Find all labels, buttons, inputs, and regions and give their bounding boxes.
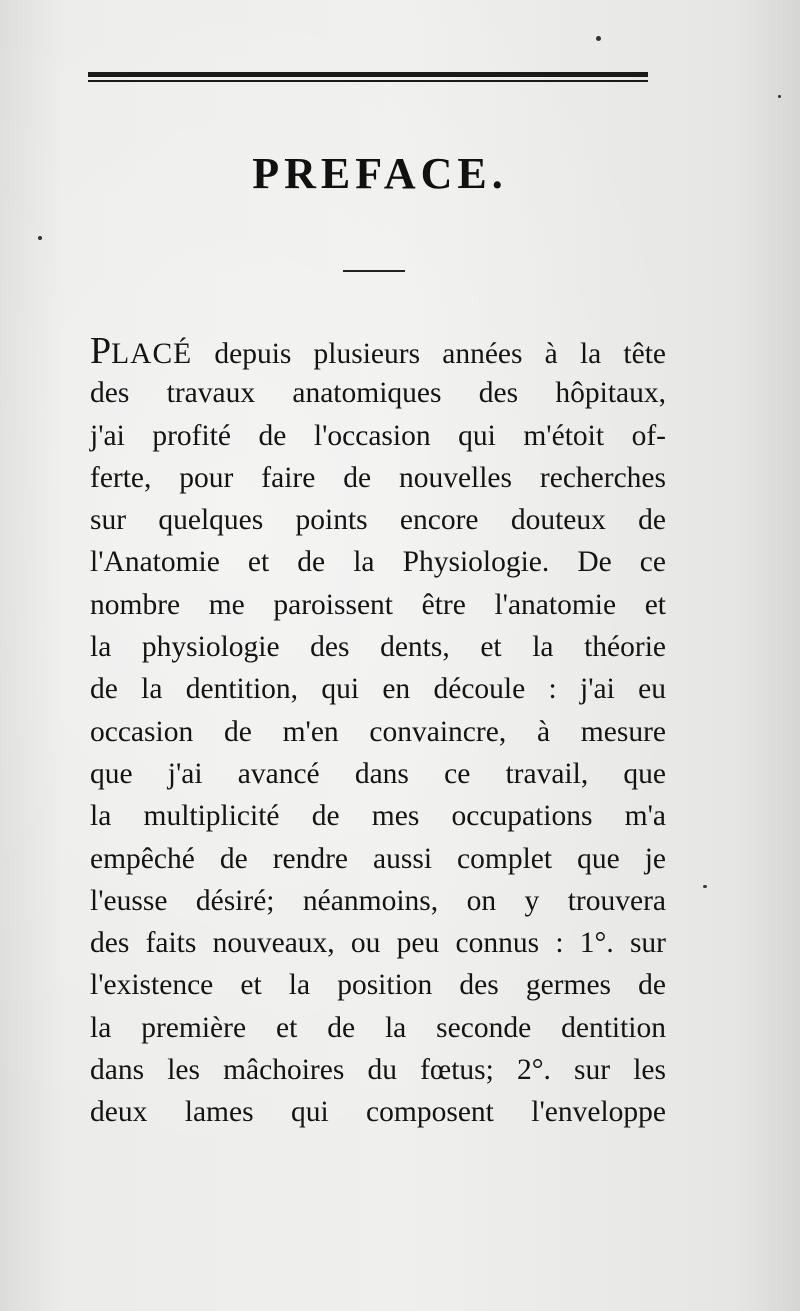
drop-capital: P <box>90 330 112 372</box>
header-rule-thin <box>88 80 648 82</box>
text-line: la physiologie des dents, et la théorie <box>90 631 666 664</box>
text-line: la multiplicité de mes occupations m'a <box>90 800 666 833</box>
text-line: ferte, pour faire de nouvelles recherches <box>90 461 666 494</box>
header-double-rule <box>88 72 648 84</box>
paper-speck <box>596 36 601 41</box>
text-line: que j'ai avancé dans ce travail, que <box>90 757 666 790</box>
title-divider <box>343 270 405 272</box>
text-line: j'ai profité de l'occasion qui m'étoit of- <box>90 419 666 452</box>
text-line: empêché de rendre aussi complet que je <box>90 842 666 875</box>
text-line: occasion de m'en convaincre, à mesure <box>90 715 666 748</box>
paper-speck <box>703 885 707 888</box>
opening-rest: depuis plusieurs années à la tête <box>192 338 666 370</box>
text-line: l'Anatomie et de la Physiologie. De ce <box>90 546 666 579</box>
paper-speck <box>38 236 42 240</box>
text-line: deux lames qui composent l'enveloppe <box>90 1096 666 1129</box>
opening-small-caps: LACÉ <box>111 338 193 370</box>
text-line: des travaux anatomiques des hôpitaux, <box>90 377 666 410</box>
text-line: dans les mâchoires du fœtus; 2°. sur les <box>90 1054 666 1087</box>
text-line: la première et de la seconde dentition <box>90 1011 666 1044</box>
text-line: des faits nouveaux, ou peu connus : 1°. sur <box>90 927 666 960</box>
header-rule-thick <box>88 72 648 77</box>
text-line: l'existence et la position des germes de <box>90 969 666 1002</box>
text-line: nombre me paroissent être l'anatomie et <box>90 588 666 621</box>
paper-speck <box>778 95 781 98</box>
text-line: de la dentition, qui en découle : j'ai eu <box>90 673 666 706</box>
text-line: l'eusse désiré; néanmoins, on y trouvera <box>90 884 666 917</box>
preface-body <box>90 330 666 1134</box>
text-line: sur quelques points encore douteux de <box>90 504 666 537</box>
page-title: PREFACE. <box>252 149 508 198</box>
text-line-1 <box>90 330 666 372</box>
